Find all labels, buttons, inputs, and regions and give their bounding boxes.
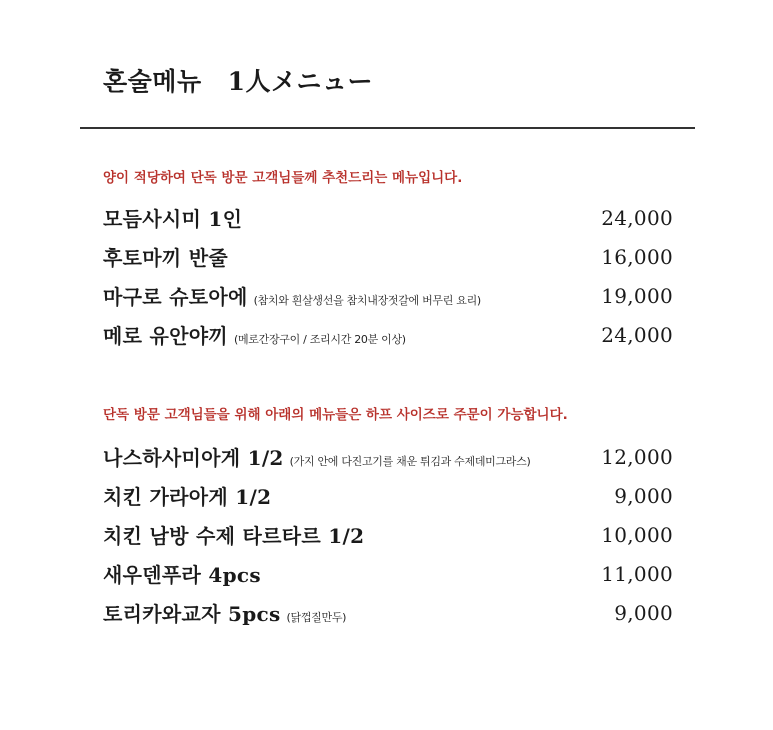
menu-item — [103, 515, 673, 554]
menu-item-description: (닭껍질만두) — [286, 611, 347, 624]
section-2-note: 단독 방문 고객님들을 위해 아래의 메뉴들은 하프 사이즈로 주문이 가능합니다. — [103, 407, 568, 423]
menu-item — [103, 476, 673, 515]
menu-item — [103, 315, 673, 354]
menu-item-name: 새우덴푸라 4pcs — [103, 563, 261, 587]
menu-item — [103, 554, 673, 593]
menu-item-name: 모듬사시미 1인 — [103, 207, 243, 231]
menu-item — [103, 276, 673, 315]
menu-item-price: 19,000 — [601, 283, 673, 308]
section-1-note: 양이 적당하여 단독 방문 고객님들께 추천드리는 메뉴입니다. — [103, 170, 463, 186]
menu-item-price: 9,000 — [614, 600, 673, 625]
menu-item-name: 메로 유안야끼 — [103, 324, 228, 348]
menu-item — [103, 437, 673, 476]
menu-item-name: 치킨 남방 수제 타르타르 1/2 — [103, 524, 365, 548]
title-korean: 혼술메뉴 — [103, 67, 202, 96]
menu-item-name: 토리카와교자 5pcs — [103, 602, 281, 626]
menu-item-name: 후토마끼 반줄 — [103, 246, 228, 270]
menu-item-description: (참치와 흰살생선을 참치내장젓갈에 버무린 요리) — [253, 294, 481, 307]
title-divider — [80, 127, 695, 129]
title-japanese: 1人メニュー — [227, 67, 374, 96]
menu-list-solo — [103, 198, 673, 354]
menu-item-price: 24,000 — [601, 322, 673, 347]
menu-item — [103, 198, 673, 237]
menu-item-description: (메로간장구이 / 조리시간 20분 이상) — [233, 333, 406, 346]
menu-item-name: 마구로 슈토아에 — [103, 285, 248, 309]
menu-item — [103, 237, 673, 276]
menu-item-price: 9,000 — [614, 483, 673, 508]
menu-item-description: (가지 안에 다진고기를 채운 튀김과 수제데미그라스) — [289, 455, 531, 468]
menu-item-price: 24,000 — [601, 205, 673, 230]
page-title — [103, 62, 373, 98]
menu-item — [103, 593, 673, 632]
menu-item-name: 치킨 가라아게 1/2 — [103, 485, 272, 509]
menu-list-half-size — [103, 437, 673, 632]
menu-item-price: 10,000 — [601, 522, 673, 547]
menu-item-price: 11,000 — [601, 561, 673, 586]
menu-item-price: 12,000 — [601, 444, 673, 469]
menu-item-name: 나스하사미아게 1/2 — [103, 446, 284, 470]
menu-item-price: 16,000 — [601, 244, 673, 269]
